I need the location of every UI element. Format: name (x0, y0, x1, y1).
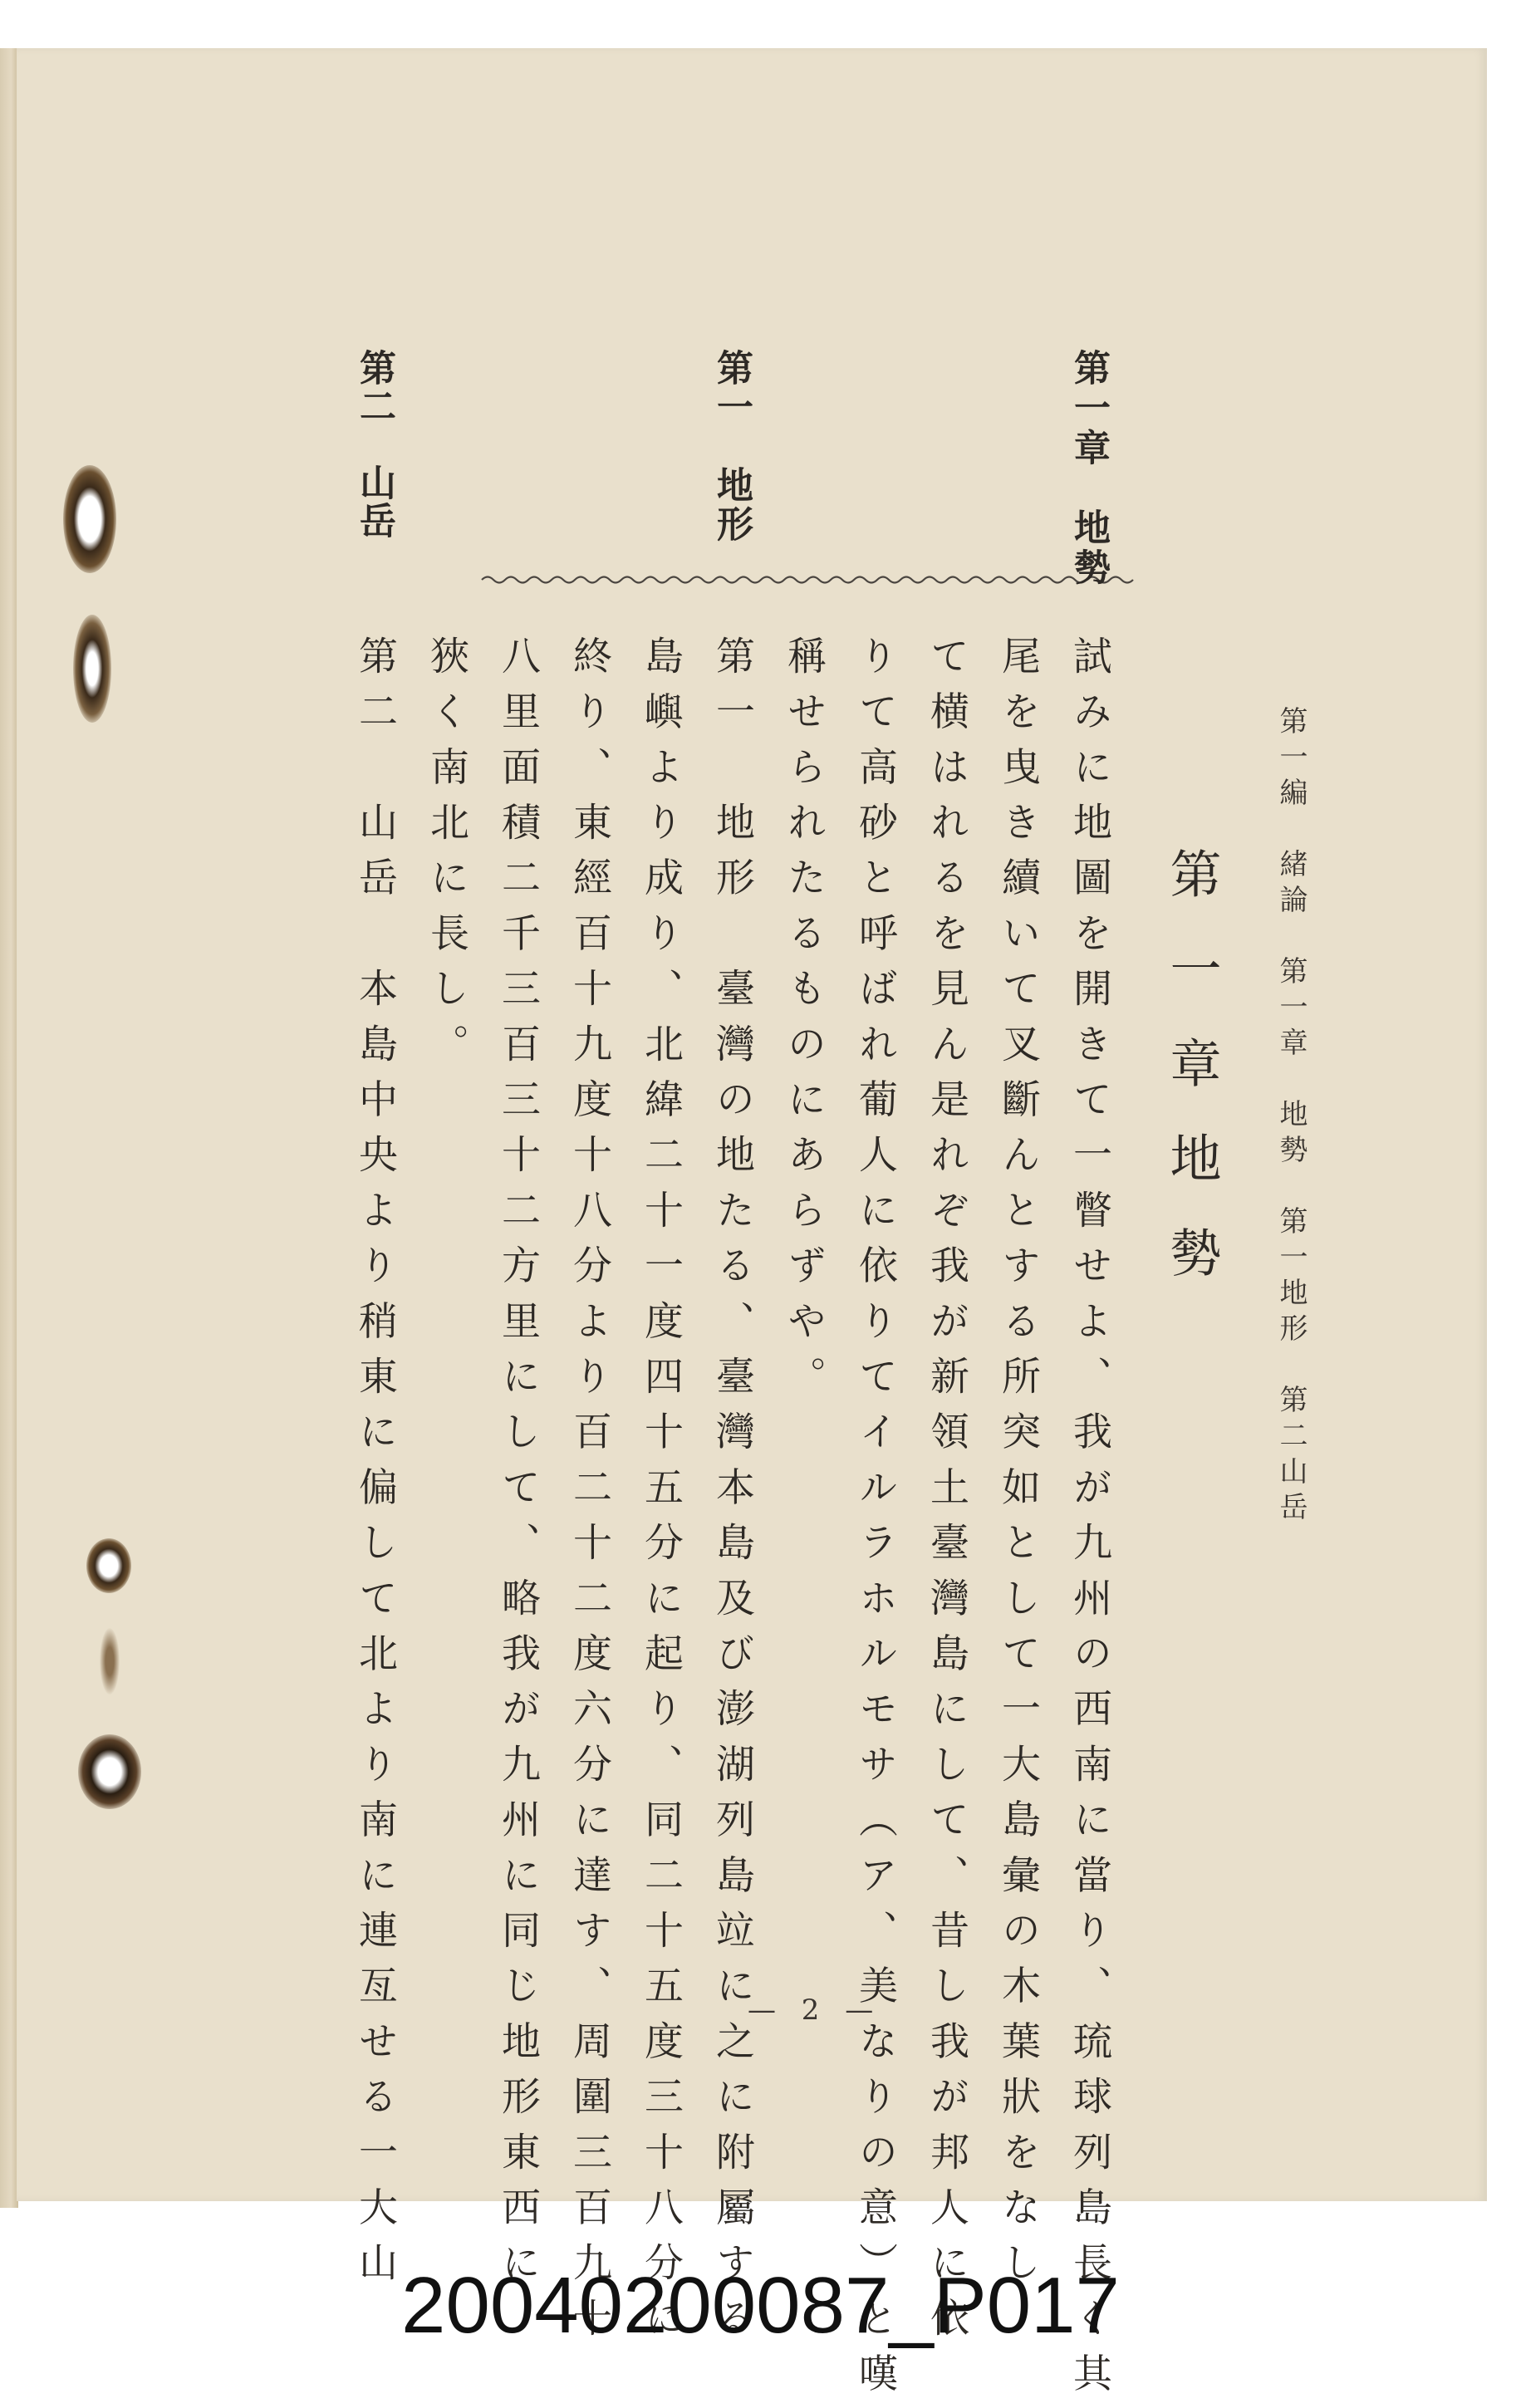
body-line: 島嶼より成り、北緯二十一度四十五分に起り、同二十五度三十八分に (638, 635, 684, 2353)
binding-hole-4 (100, 1628, 120, 1694)
binding-hole-2 (73, 615, 111, 723)
body-line: 八里面積二千三百三十二方里にして、略我が九州に同じ地形東西に (495, 635, 541, 2298)
page-number: — 2 — (748, 1994, 882, 2027)
body-line: 狹く南北に長し。 (424, 635, 469, 1079)
toc-entry-chapter: 第一章 地勢 (1067, 349, 1110, 588)
wavy-divider (482, 577, 1133, 583)
body-line: 第一 地形 臺灣の地たる、臺灣本島及び澎湖列島竝に之に附屬する (709, 635, 755, 2353)
toc-entry-terrain: 第一 地形 (710, 349, 753, 544)
binding-hole-3 (86, 1538, 131, 1593)
body-line: て横はれるを見ん是れぞ我が新領土臺灣島にして、昔し我が邦人に依 (924, 635, 969, 2353)
body-line: 終り、東經百十九度十八分より百二十二度六分に達す、周圍三百九十 (567, 635, 612, 2353)
binding-hole-1 (63, 465, 116, 573)
binding-hole-5 (78, 1734, 141, 1809)
body-line: 試みに地圖を開きて一瞥せよ、我が九州の西南に當り、琉球列島長く其 (1067, 635, 1112, 2408)
accession-number: 20040200087_P017 (401, 2261, 1120, 2350)
chapter-title: 第一章地勢 (1161, 847, 1222, 1321)
body-line: 尾を曳き續いて叉斷んとする所突如として一大島彙の木葉狀をなし (995, 635, 1041, 2298)
body-line: 稱せられたるものにあらずや。 (781, 635, 827, 1411)
body-line: 第二 山岳 本島中央より稍東に偏して北より南に連亙せる一大山 (352, 635, 398, 2298)
toc-entry-mountains: 第二 山岳 (353, 349, 395, 540)
running-head: 第一編 緒論 第一章 地勢 第一地形 第二山岳 (1274, 706, 1308, 1528)
body-line: りて高砂と呼ばれ葡人に依りてイルラホルモサ（ア、美なりの意）と嘆 (852, 635, 898, 2408)
